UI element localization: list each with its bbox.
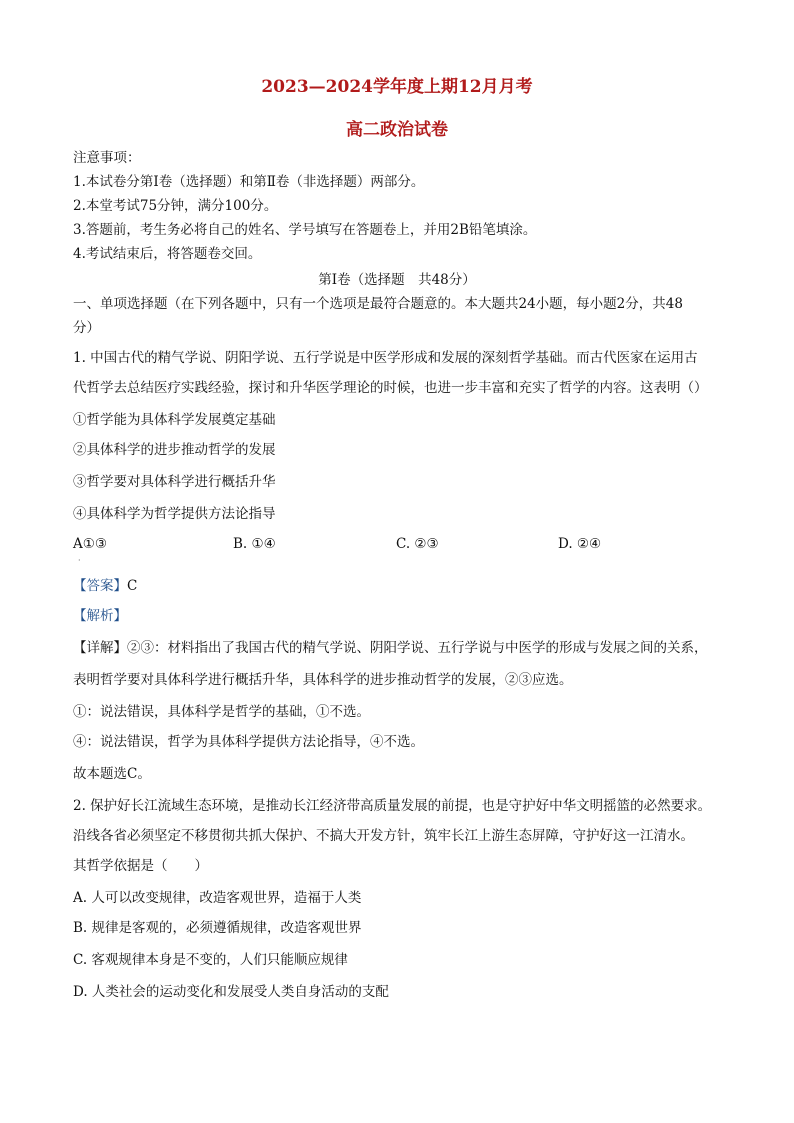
- notice-item-3: 3.答题前，考生务必将自己的姓名、学号填写在答题卷上，并用2B铅笔填涂。: [73, 222, 537, 238]
- answer-value: C: [127, 578, 138, 594]
- q1-stem-line2: 代哲学去总结医疗实践经验，探讨和升华医学理论的时候，也进一步丰富和充实了哲学的内容。这表明（）: [73, 380, 708, 396]
- q1-detail-line3: ①：说法错误，具体科学是哲学的基础，①不选。: [73, 704, 370, 720]
- section-instruction-line2: 分）: [73, 320, 100, 336]
- notice-heading: 注意事项：: [73, 150, 141, 166]
- q2-option-a: A. 人可以改变规律，改造客观世界，造福于人类: [73, 890, 362, 906]
- q2-option-d: D. 人类社会的运动变化和发展受人类自身活动的支配: [73, 984, 389, 1000]
- q1-option-c: C. ②③: [396, 536, 439, 552]
- q2-option-b: B. 规律是客观的，必须遵循规律，改造客观世界: [73, 920, 362, 936]
- q1-statement-4: ④具体科学为哲学提供方法论指导: [73, 506, 276, 522]
- detail-tag: 【详解】: [73, 640, 127, 656]
- q2-stem-line3: 其哲学依据是（ ）: [73, 858, 208, 874]
- section-instruction-line1: 一、单项选择题（在下列各题中，只有一个选项是最符合题意的。本大题共24小题，每小题2分，共48: [73, 296, 683, 312]
- q2-stem-line2: 沿线各省必须坚定不移贯彻共抓大保护、不搞大开发方针，筑牢长江上游生态屏障，守护好这一江清水。: [73, 828, 694, 844]
- notice-item-4: 4.考试结束后，将答题卷交回。: [73, 246, 262, 262]
- analysis-tag: 【解析】: [73, 608, 127, 624]
- q1-detail-line1: [73, 638, 725, 658]
- q1-answer-line: [73, 576, 725, 596]
- q2-option-c: C. 客观规律本身是不变的，人们只能顺应规律: [73, 952, 348, 968]
- q1-option-b: B. ①④: [233, 536, 276, 552]
- detail-text-1: ②③：材料指出了我国古代的精气学说、阴阳学说、五行学说与中医学的形成与发展之间的关系，: [127, 640, 708, 656]
- part1-heading: 第Ⅰ卷（选择题 共48分）: [318, 272, 476, 288]
- q1-analysis-tag: [73, 606, 725, 626]
- exam-title: 2023—2024学年度上期12月月考: [261, 77, 533, 97]
- q1-statement-2: ②具体科学的进步推动哲学的发展: [73, 442, 276, 458]
- notice-item-2: 2.本堂考试75分钟，满分100分。: [73, 198, 278, 214]
- q1-detail-line2: 表明哲学要对具体科学进行概括升华，具体科学的进步推动哲学的发展，②③应选。: [73, 672, 573, 688]
- q1-detail-line4: ④：说法错误，哲学为具体科学提供方法论指导，④不选。: [73, 734, 424, 750]
- stray-dot: ·: [78, 556, 81, 565]
- notice-item-1: 1.本试卷分第Ⅰ卷（选择题）和第Ⅱ卷（非选择题）两部分。: [73, 174, 425, 190]
- q1-statement-3: ③哲学要对具体科学进行概括升华: [73, 474, 276, 490]
- q1-stem-line1: 1. 中国古代的精气学说、阴阳学说、五行学说是中医学形成和发展的深刻哲学基础。而古代医家在运用古: [73, 350, 698, 366]
- q1-option-a: A①③: [73, 536, 107, 552]
- exam-subtitle: 高二政治试卷: [346, 120, 448, 140]
- q2-stem-line1: 2. 保护好长江流域生态环境，是推动长江经济带高质量发展的前提，也是守护好中华文明摇篮的必然要求。: [73, 798, 712, 814]
- q1-conclusion: 故本题选C。: [73, 766, 151, 782]
- q1-option-d: D. ②④: [558, 536, 602, 552]
- q1-statement-1: ①哲学能为具体科学发展奠定基础: [73, 412, 276, 428]
- answer-tag: 【答案】: [73, 578, 127, 594]
